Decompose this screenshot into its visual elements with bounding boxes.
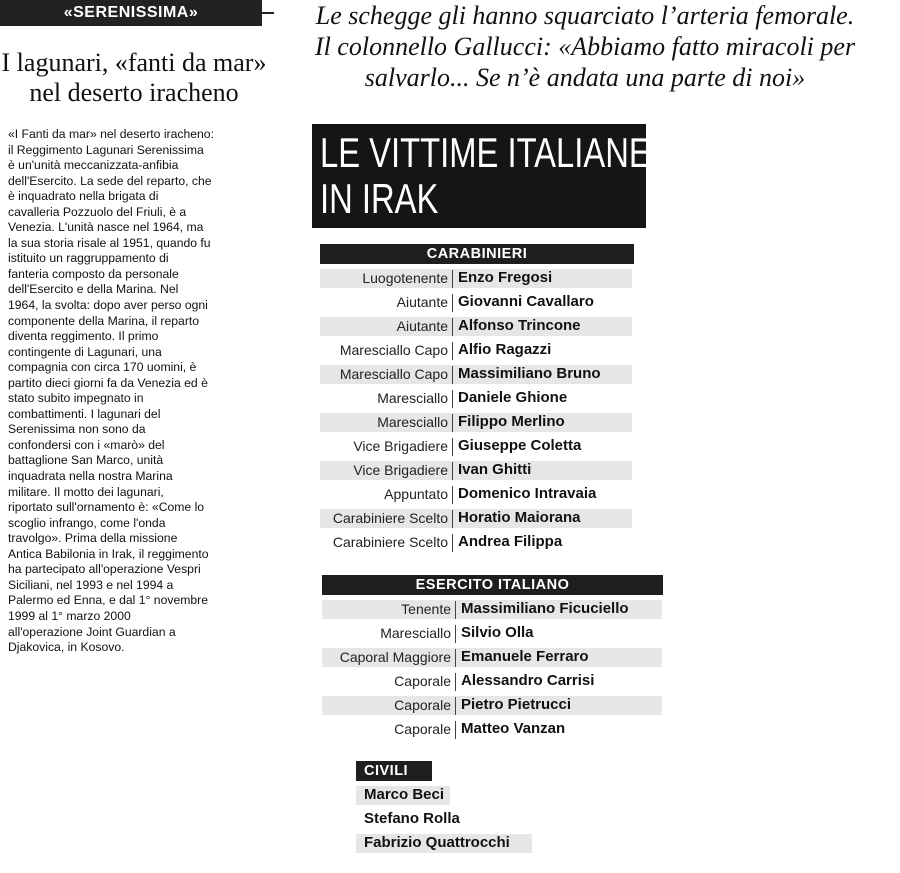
- rank-label: Maresciallo Capo: [339, 366, 448, 382]
- rank-label: Maresciallo: [380, 625, 451, 641]
- article-line: componente della Marina, il reparto: [8, 313, 200, 328]
- article-line: scoglio infrango, come l'onda: [8, 515, 166, 530]
- article-line: contingente di Lagunari, una: [8, 344, 162, 359]
- rank-name-separator: [452, 366, 453, 384]
- section-header-carabinieri: CARABINIERI: [320, 244, 634, 264]
- rank-name-separator: [455, 601, 456, 619]
- article-line: compagnia con circa 170 uomini, è: [8, 360, 197, 375]
- article-line: è inquadrato nella brigata di: [8, 189, 159, 204]
- rank-name-separator: [452, 318, 453, 336]
- article-line: Palermo ed Enna, e dal 1° novembre: [8, 593, 208, 608]
- article-line: Venezia. L'unità nasce nel 1964, ma: [8, 220, 204, 235]
- article-line: «I Fanti da mar» nel deserto iracheno:: [8, 127, 214, 141]
- person-name: Alessandro Carrisi: [461, 672, 595, 689]
- rank-name-separator: [452, 390, 453, 408]
- rank-label: Luogotenente: [362, 270, 448, 286]
- rank-label: Maresciallo: [377, 390, 448, 406]
- article-line: stato subito impegnato in: [8, 391, 144, 406]
- rank-name-separator: [452, 462, 453, 480]
- person-name: Stefano Rolla: [364, 810, 460, 827]
- article-line: battaglione San Marco, unità: [8, 453, 164, 468]
- article-line: Djakovica, in Kosovo.: [8, 640, 125, 655]
- article-line: è un'unità meccanizzata-anfibia: [8, 158, 179, 173]
- article-line: inquadrata nella nostra Marina: [8, 469, 173, 484]
- victims-title-box: [312, 124, 651, 228]
- person-name: Alfio Ragazzi: [458, 341, 552, 358]
- person-name: Andrea Filippa: [458, 533, 563, 550]
- article-line: ha partecipato all'operazione Vespri: [8, 562, 201, 577]
- rank-label: Aiutante: [396, 294, 448, 310]
- article-line: dell'Esercito. La sede del reparto, che: [8, 173, 212, 188]
- person-name: Domenico Intravaia: [458, 485, 597, 502]
- person-name: Matteo Vanzan: [461, 720, 566, 737]
- pull-quote-line: Le schegge gli hanno squarciato l’arteria femorale.: [315, 1, 855, 30]
- rank-label: Maresciallo Capo: [339, 342, 448, 358]
- person-name: Fabrizio Quattrocchi: [364, 834, 510, 851]
- person-name: Giovanni Cavallaro: [458, 293, 594, 310]
- section-header-esercito: ESERCITO ITALIANO: [322, 575, 663, 595]
- article-line: 1999 al 1° marzo 2000: [8, 608, 131, 623]
- rank-label: Caporale: [394, 673, 451, 689]
- article-line: Siciliani, nel 1993 e nel 1994 a: [8, 577, 174, 592]
- rank-label: Carabiniere Scelto: [332, 534, 448, 550]
- rank-label: Appuntato: [384, 486, 448, 502]
- person-name: Alfonso Trincone: [458, 317, 581, 334]
- pull-quote-line: salvarlo... Se n’è andata una parte di noi»: [364, 63, 806, 92]
- article-body: [8, 127, 263, 656]
- rank-label: Aiutante: [396, 318, 448, 334]
- rank-name-separator: [452, 342, 453, 360]
- victims-title-line: IN IRAK: [320, 175, 439, 222]
- rank-label: Carabiniere Scelto: [332, 510, 448, 526]
- person-name: Enzo Fregosi: [458, 269, 553, 286]
- person-name: Ivan Ghitti: [458, 461, 532, 478]
- rank-name-separator: [452, 270, 453, 288]
- article-line: il Reggimento Lagunari Serenissima: [8, 142, 204, 157]
- rank-name-separator: [455, 721, 456, 739]
- rank-name-separator: [452, 414, 453, 432]
- article-line: Serenissima non sono da: [8, 422, 146, 437]
- rank-name-separator: [452, 534, 453, 552]
- article-headline: [0, 48, 268, 108]
- rank-name-separator: [455, 697, 456, 715]
- article-line: dell'Esercito e della Marina. Nel: [8, 282, 179, 297]
- article-line: cavalleria Pozzuolo del Friuli, è a: [8, 204, 187, 219]
- person-name: Pietro Pietrucci: [461, 696, 572, 713]
- rank-name-separator: [452, 510, 453, 528]
- rank-name-separator: [455, 649, 456, 667]
- article-line: riportato sull'ornamento è: «Come lo: [8, 500, 205, 515]
- article-line: militare. Il motto dei lagunari,: [8, 484, 164, 499]
- article-line: la sua storia risale al 1951, quando fu: [8, 235, 211, 250]
- person-name: Emanuele Ferraro: [461, 648, 589, 665]
- article-line: confondersi con i «marò» del: [8, 437, 165, 452]
- rank-label: Caporale: [394, 697, 451, 713]
- headline-line: nel deserto iracheno: [29, 78, 239, 107]
- person-name: Massimiliano Bruno: [458, 365, 601, 382]
- article-line: istituito un raggruppamento di: [8, 251, 169, 266]
- rank-name-separator: [452, 294, 453, 312]
- article-line: diventa reggimento. Il primo: [8, 329, 159, 344]
- person-name: Massimiliano Ficuciello: [461, 600, 629, 617]
- person-name: Silvio Olla: [461, 624, 534, 641]
- article-line: 1964, la svolta: dopo aver perso ogni: [8, 298, 208, 313]
- rank-label: Tenente: [401, 601, 451, 617]
- article-line: Antica Babilonia in Irak, il reggimento: [8, 546, 209, 561]
- person-name: Filippo Merlino: [458, 413, 565, 430]
- rank-label: Maresciallo: [377, 414, 448, 430]
- section-header-civili: CIVILI: [356, 761, 432, 781]
- article-line: all'operazione Joint Guardian a: [8, 624, 176, 639]
- pull-quote: [270, 0, 900, 93]
- article-line: combattimenti. I lagunari del: [8, 406, 161, 421]
- rank-label: Caporal Maggiore: [339, 649, 451, 665]
- person-name: Marco Beci: [364, 786, 445, 803]
- rank-label: Caporale: [394, 721, 451, 737]
- pull-quote-line: Il colonnello Gallucci: «Abbiamo fatto miracoli per: [314, 32, 856, 61]
- person-name: Giuseppe Coletta: [458, 437, 582, 454]
- rank-name-separator: [452, 438, 453, 456]
- rank-label: Vice Brigadiere: [353, 462, 448, 478]
- article-line: fanteria composto da personale: [8, 266, 179, 281]
- rank-name-separator: [452, 486, 453, 504]
- article-line: travolgo». Prima della missione: [8, 531, 178, 546]
- person-name: Horatio Maiorana: [458, 509, 581, 526]
- headline-line: I lagunari, «fanti da mar»: [1, 48, 267, 77]
- rank-name-separator: [455, 673, 456, 691]
- person-name: Daniele Ghione: [458, 389, 568, 406]
- victims-title-line: LE VITTIME ITALIANE: [320, 129, 651, 176]
- article-line: partito dieci giorni fa da Venezia ed è: [8, 375, 208, 390]
- rank-label: Vice Brigadiere: [353, 438, 448, 454]
- rank-name-separator: [455, 625, 456, 643]
- section-kicker: «SERENISSIMA»: [0, 0, 262, 26]
